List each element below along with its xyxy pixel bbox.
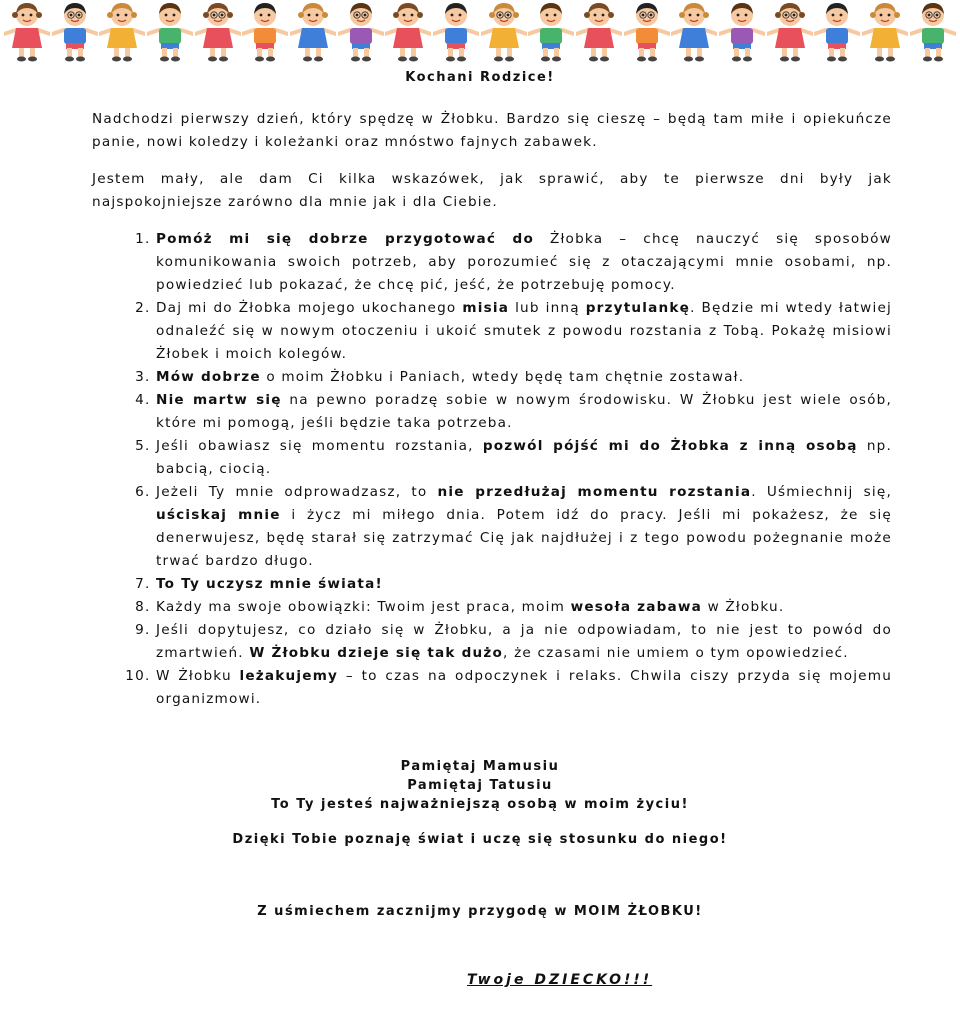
closing-line-important: To Ty jesteś najważniejszą osobą w moim życiu! [271,797,689,812]
closing-line-dad: Pamiętaj Tatusiu [407,778,553,793]
child-icon [671,0,717,62]
list-item [156,619,892,665]
child-icon [290,0,336,62]
child-icon [195,0,241,62]
item-text: Żłobka – chcę nauczyć się sposobów komunikowania swoich potrzeb, aby porozumieć się z otaczającymi mnie osobami, np. powiedzieć lub pokazać, że chcę pić, jeść, że potrzebuję pomocy. [156,231,892,293]
bold-text: nie przedłużaj momentu rozstania [437,484,752,500]
intro-paragraph: Jestem mały, ale dam Ci kilka wskazówek, jak sprawić, aby te pierwsze dni były jak najspokojniejsze zarówno dla mnie jak i dla Ciebie. [92,171,892,210]
item-text: i życz mi miłego dnia. Potem idź do pracy. Jeśli mi pokażesz, że się denerwujesz, będę starał się zatrzymać Cię jak najdłużej i z tego powodu pożegnanie może trwać bardzo długo. [156,507,892,569]
item-text: na pewno poradzę sobie w nowym środowisku. W Żłobku jest wiele osób, które mi pomogą, jeśli będzie taka potrzeba. [156,392,893,431]
bold-text: leżakujemy [239,668,339,684]
bold-text: To Ty uczysz mnie świata! [156,576,383,592]
list-item [156,665,892,711]
list-item [156,481,892,573]
child-icon [576,0,622,62]
child-icon [624,0,670,62]
child-icon [767,0,813,62]
child-icon [99,0,145,62]
bold-text: Mów dobrze [156,369,261,385]
bold-text: przytulankę [585,300,691,316]
intro-paragraph: Nadchodzi pierwszy dzień, który spędzę w Żłobku. Bardzo się cieszę – będą tam miłe i opiekuńcze panie, nowi koledzy i koleżanki oraz mnóstwo fajnych zabawek. [92,111,892,150]
item-text: Jeśli dopytujesz, co działo się w Żłobku, a ja nie odpowiadam, to nie jest to powód do zmartwień. [156,622,892,661]
item-text: lub inną [509,300,586,316]
bold-text: uściskaj mnie [156,507,281,523]
item-text: Jeśli obawiasz się momentu rozstania, [156,438,483,454]
child-icon [862,0,908,62]
signature: Twoje DZIECKO!!! [467,972,653,988]
child-icon [4,0,50,62]
child-icon [338,0,384,62]
child-icon [433,0,479,62]
child-icon [528,0,574,62]
bold-text: Nie martw się [156,392,282,408]
item-text: . Będzie mi wtedy łatwiej odnaleźć się w nowym otoczeniu i ukoić smutek z powodu rozstania z Tobą. Pokażę misiowi Żłobek i moich kolegów. [156,300,892,362]
bold-text: W Żłobku dzieje się tak dużo [249,645,504,661]
child-icon [481,0,527,62]
item-text: , że czasami nie umiem o tym opowiedzieć. [503,645,849,661]
children-banner [0,0,960,62]
list-item [156,573,892,596]
child-icon [242,0,288,62]
item-text: . Uśmiechnij się, [751,484,892,500]
letter-body [92,108,892,711]
item-text: w Żłobku. [702,599,785,615]
list-item [156,435,892,481]
list-item [156,228,892,297]
list-item [156,596,892,619]
list-item [156,366,892,389]
item-text: np. babcią, ciocią. [156,438,892,477]
list-item [156,389,892,435]
closing-line-thanks: Dzięki Tobie poznaję świat i uczę się stosunku do niego! [232,832,728,847]
bold-text: misia [462,300,510,316]
list-item [156,297,892,366]
item-text: Każdy ma swoje obowiązki: Twoim jest praca, moim [156,599,571,615]
child-icon [719,0,765,62]
tips-list [92,228,892,711]
child-icon [147,0,193,62]
child-icon [385,0,431,62]
closing-line-adventure: Z uśmiechem zacznijmy przygodę w MOIM ŻŁOBKU! [257,904,703,919]
bold-text: pozwól pójść mi do Żłobka z inną osobą [482,438,858,454]
item-text: Jeżeli Ty mnie odprowadzasz, to [156,484,438,500]
child-icon [52,0,98,62]
item-text: W Żłobku [156,668,240,684]
child-icon [814,0,860,62]
page-title: Kochani Rodzice! [405,70,555,85]
item-text: – to czas na odpoczynek i relaks. Chwila ciszy przyda się mojemu organizmowi. [156,668,893,707]
bold-text: Pomóż mi się dobrze przygotować do [156,231,534,247]
item-text: o moim Żłobku i Paniach, wtedy będę tam chętnie zostawał. [260,369,745,385]
item-text: Daj mi do Żłobka mojego ukochanego [156,300,463,316]
child-icon [910,0,956,62]
closing-line-mom: Pamiętaj Mamusiu [400,759,560,774]
bold-text: wesoła zabawa [570,599,703,615]
